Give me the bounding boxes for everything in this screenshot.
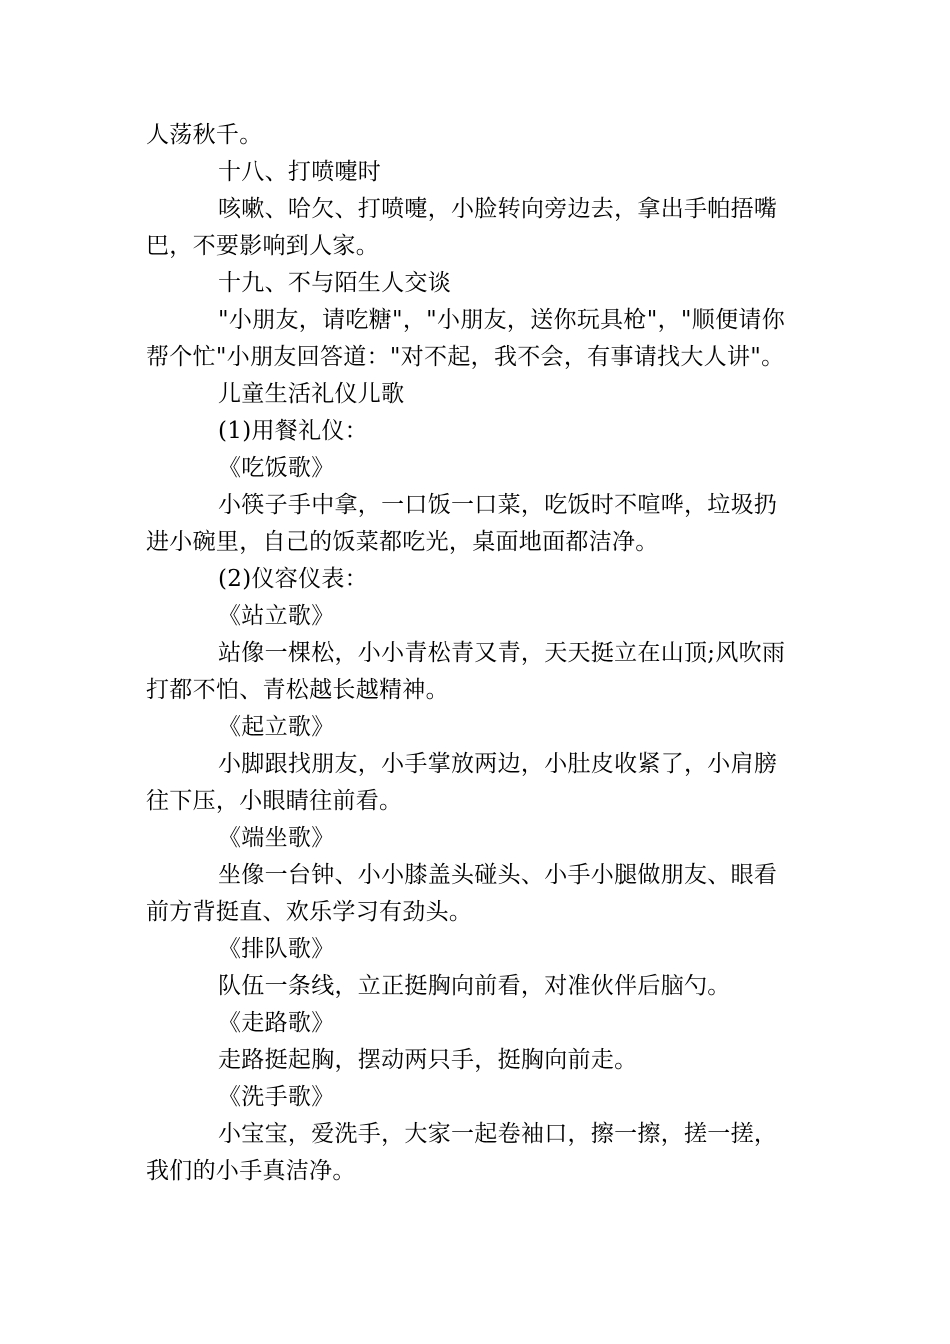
text-line: 巴，不要影响到人家。 xyxy=(146,233,379,259)
text-line: 《吃饭歌》 xyxy=(218,455,335,481)
text-line: 儿童生活礼仪儿歌 xyxy=(218,381,405,407)
text-line: 前方背挺直、欢乐学习有劲头。 xyxy=(146,899,473,925)
text-line: 坐像一台钟、小小膝盖头碰头、小手小腿做朋友、眼看 xyxy=(218,862,778,888)
text-line: 《端坐歌》 xyxy=(218,825,335,851)
text-line: 咳嗽、哈欠、打喷嚏，小脸转向旁边去，拿出手帕捂嘴 xyxy=(218,196,778,222)
text-line: 小脚跟找朋友，小手掌放两边，小肚皮收紧了，小肩膀 xyxy=(218,751,778,777)
text-line: 《走路歌》 xyxy=(218,1010,335,1036)
text-line: 十八、打喷嚏时 xyxy=(218,159,382,185)
text-line: 站像一棵松，小小青松青又青，天天挺立在山顶;风吹雨 xyxy=(218,640,786,666)
text-line: 往下压，小眼睛往前看。 xyxy=(146,788,403,814)
text-line: (2)仪容仪表： xyxy=(218,566,368,592)
text-line: 《起立歌》 xyxy=(218,714,335,740)
text-line: 《排队歌》 xyxy=(218,936,335,962)
text-line: 小宝宝，爱洗手，大家一起卷袖口，擦一擦，搓一搓， xyxy=(218,1121,778,1147)
text-line: 《洗手歌》 xyxy=(218,1084,335,1110)
document-body xyxy=(146,117,806,1190)
text-line: 我们的小手真洁净。 xyxy=(146,1158,356,1184)
text-line: 队伍一条线，立正挺胸向前看，对准伙伴后脑勺。 xyxy=(218,973,731,999)
text-line: 帮个忙"小朋友回答道："对不起，我不会，有事请找大人讲"。 xyxy=(146,344,785,370)
text-line: "小朋友，请吃糖"，"小朋友，送你玩具枪"，"顺便请你 xyxy=(218,307,785,333)
text-line: 小筷子手中拿，一口饭一口菜，吃饭时不喧哗，垃圾扔 xyxy=(218,492,778,518)
text-line: 人荡秋千。 xyxy=(146,122,263,148)
text-line: (1)用餐礼仪： xyxy=(218,418,368,444)
text-line: 《站立歌》 xyxy=(218,603,335,629)
text-line: 走路挺起胸，摆动两只手，挺胸向前走。 xyxy=(218,1047,638,1073)
text-line: 打都不怕、青松越长越精神。 xyxy=(146,677,449,703)
text-line: 进小碗里，自己的饭菜都吃光，桌面地面都洁净。 xyxy=(146,529,659,555)
text-line: 十九、不与陌生人交谈 xyxy=(218,270,451,296)
